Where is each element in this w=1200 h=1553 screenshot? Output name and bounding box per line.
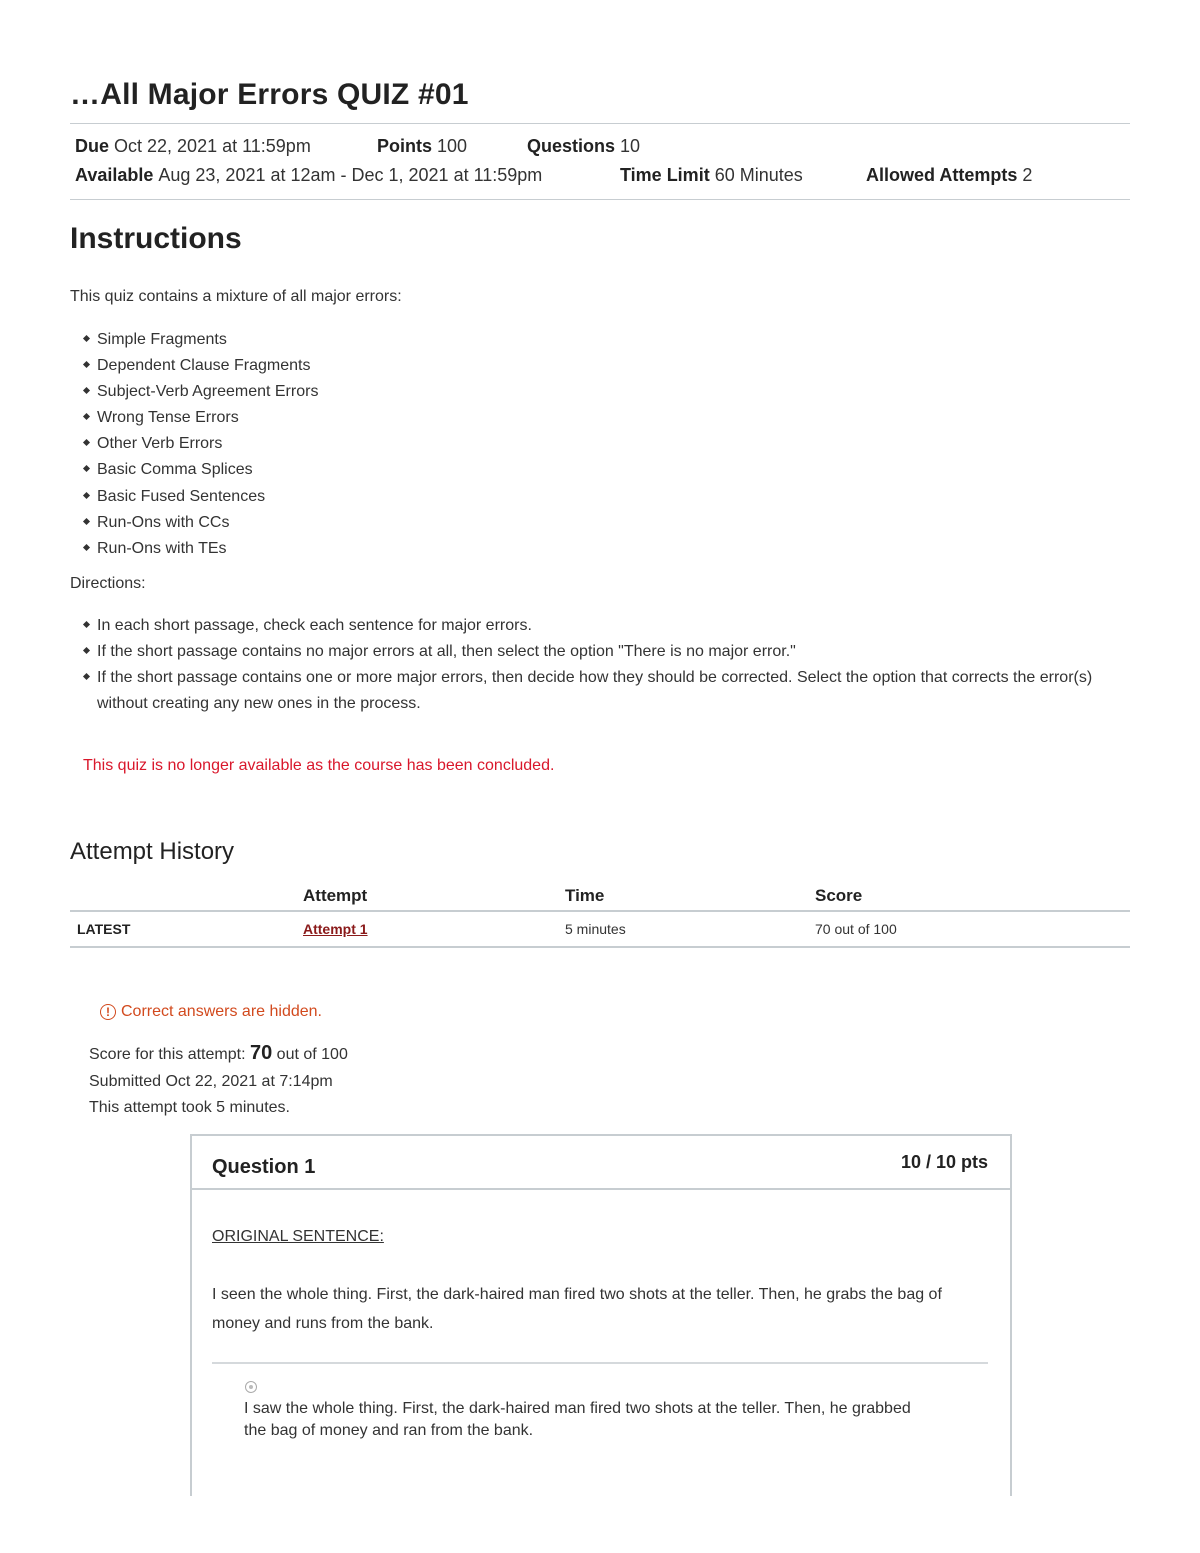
instructions-intro: This quiz contains a mixture of all major errors: bbox=[70, 288, 402, 305]
attempt-history-heading: Attempt History bbox=[70, 838, 235, 865]
available-info: Available Aug 23, 2021 at 12am - Dec 1, 2021 at 11:59pm bbox=[75, 165, 543, 185]
time-cell: 5 minutes bbox=[565, 911, 815, 947]
latest-tag: LATEST bbox=[70, 911, 303, 947]
original-sentence-text: I seen the whole thing. First, the dark-haired man fired two shots at the teller. Then, he grabs the bag of money and runs from the bank. bbox=[212, 1286, 942, 1332]
answer-option-text: I saw the whole thing. First, the dark-haired man fired two shots at the teller. Then, he grabbed the bag of money and ran from the bank. bbox=[244, 1400, 911, 1439]
list-item: Wrong Tense Errors bbox=[70, 405, 318, 431]
attempt-score: Score for this attempt: 70 out of 100 bbox=[89, 1042, 348, 1064]
score-cell: 70 out of 100 bbox=[815, 911, 1130, 947]
quiz-title: …All Major Errors QUIZ #01 bbox=[70, 78, 469, 111]
directions-list bbox=[70, 613, 1120, 717]
question-points: 10 / 10 pts bbox=[900, 1152, 988, 1172]
divider bbox=[212, 1362, 988, 1364]
quiz-unavailable-message: This quiz is no longer available as the course has been concluded. bbox=[83, 757, 555, 774]
questions-info: Questions 10 bbox=[527, 136, 641, 156]
answer-radio[interactable] bbox=[245, 1381, 257, 1393]
list-item: Dependent Clause Fragments bbox=[70, 353, 318, 379]
error-type-list bbox=[70, 327, 318, 562]
instructions-heading: Instructions bbox=[70, 222, 242, 255]
list-item: Other Verb Errors bbox=[70, 431, 318, 457]
attempt-cell bbox=[303, 911, 565, 947]
original-sentence-label: ORIGINAL SENTENCE: bbox=[212, 1228, 384, 1245]
question-card bbox=[190, 1134, 1012, 1496]
answers-hidden-notice bbox=[100, 1003, 322, 1021]
time-limit-info: Time Limit 60 Minutes bbox=[620, 165, 803, 185]
column-header-time: Time bbox=[565, 882, 815, 911]
question-title: Question 1 bbox=[212, 1156, 316, 1178]
column-header-attempt: Attempt bbox=[303, 882, 565, 911]
list-item: Basic Comma Splices bbox=[70, 457, 318, 483]
table-header-row bbox=[70, 882, 1130, 911]
submitted-time: Submitted Oct 22, 2021 at 7:14pm bbox=[89, 1073, 333, 1090]
attempt-history-table bbox=[70, 882, 1130, 948]
column-header bbox=[70, 882, 303, 911]
points-info: Points 100 bbox=[377, 136, 468, 156]
allowed-attempts-info: Allowed Attempts 2 bbox=[866, 165, 1033, 185]
list-item: Basic Fused Sentences bbox=[70, 484, 318, 510]
question-header bbox=[192, 1136, 1010, 1190]
column-header-score: Score bbox=[815, 882, 1130, 911]
attempt-1-link[interactable]: Attempt 1 bbox=[303, 921, 368, 937]
divider bbox=[70, 199, 1130, 200]
list-item: Run-Ons with CCs bbox=[70, 510, 318, 536]
table-row bbox=[70, 911, 1130, 947]
divider bbox=[70, 123, 1130, 124]
list-item: Run-Ons with TEs bbox=[70, 536, 318, 562]
attempt-duration: This attempt took 5 minutes. bbox=[89, 1099, 290, 1116]
list-item: In each short passage, check each sentence for major errors. bbox=[70, 613, 1120, 639]
directions-label: Directions: bbox=[70, 575, 146, 592]
list-item: If the short passage contains no major errors at all, then select the option "There is no major error." bbox=[70, 639, 1120, 665]
answers-hidden-text: Correct answers are hidden. bbox=[121, 1003, 322, 1020]
score-value: 70 bbox=[249, 1042, 273, 1064]
due-info: Due Oct 22, 2021 at 11:59pm bbox=[75, 136, 311, 156]
list-item: Simple Fragments bbox=[70, 327, 318, 353]
list-item: Subject-Verb Agreement Errors bbox=[70, 379, 318, 405]
list-item: If the short passage contains one or more major errors, then decide how they should be corrected. Select the option that corrects the error(s) without creating any new ones in the process. bbox=[70, 665, 1120, 717]
warning-icon: ! bbox=[100, 1004, 116, 1020]
